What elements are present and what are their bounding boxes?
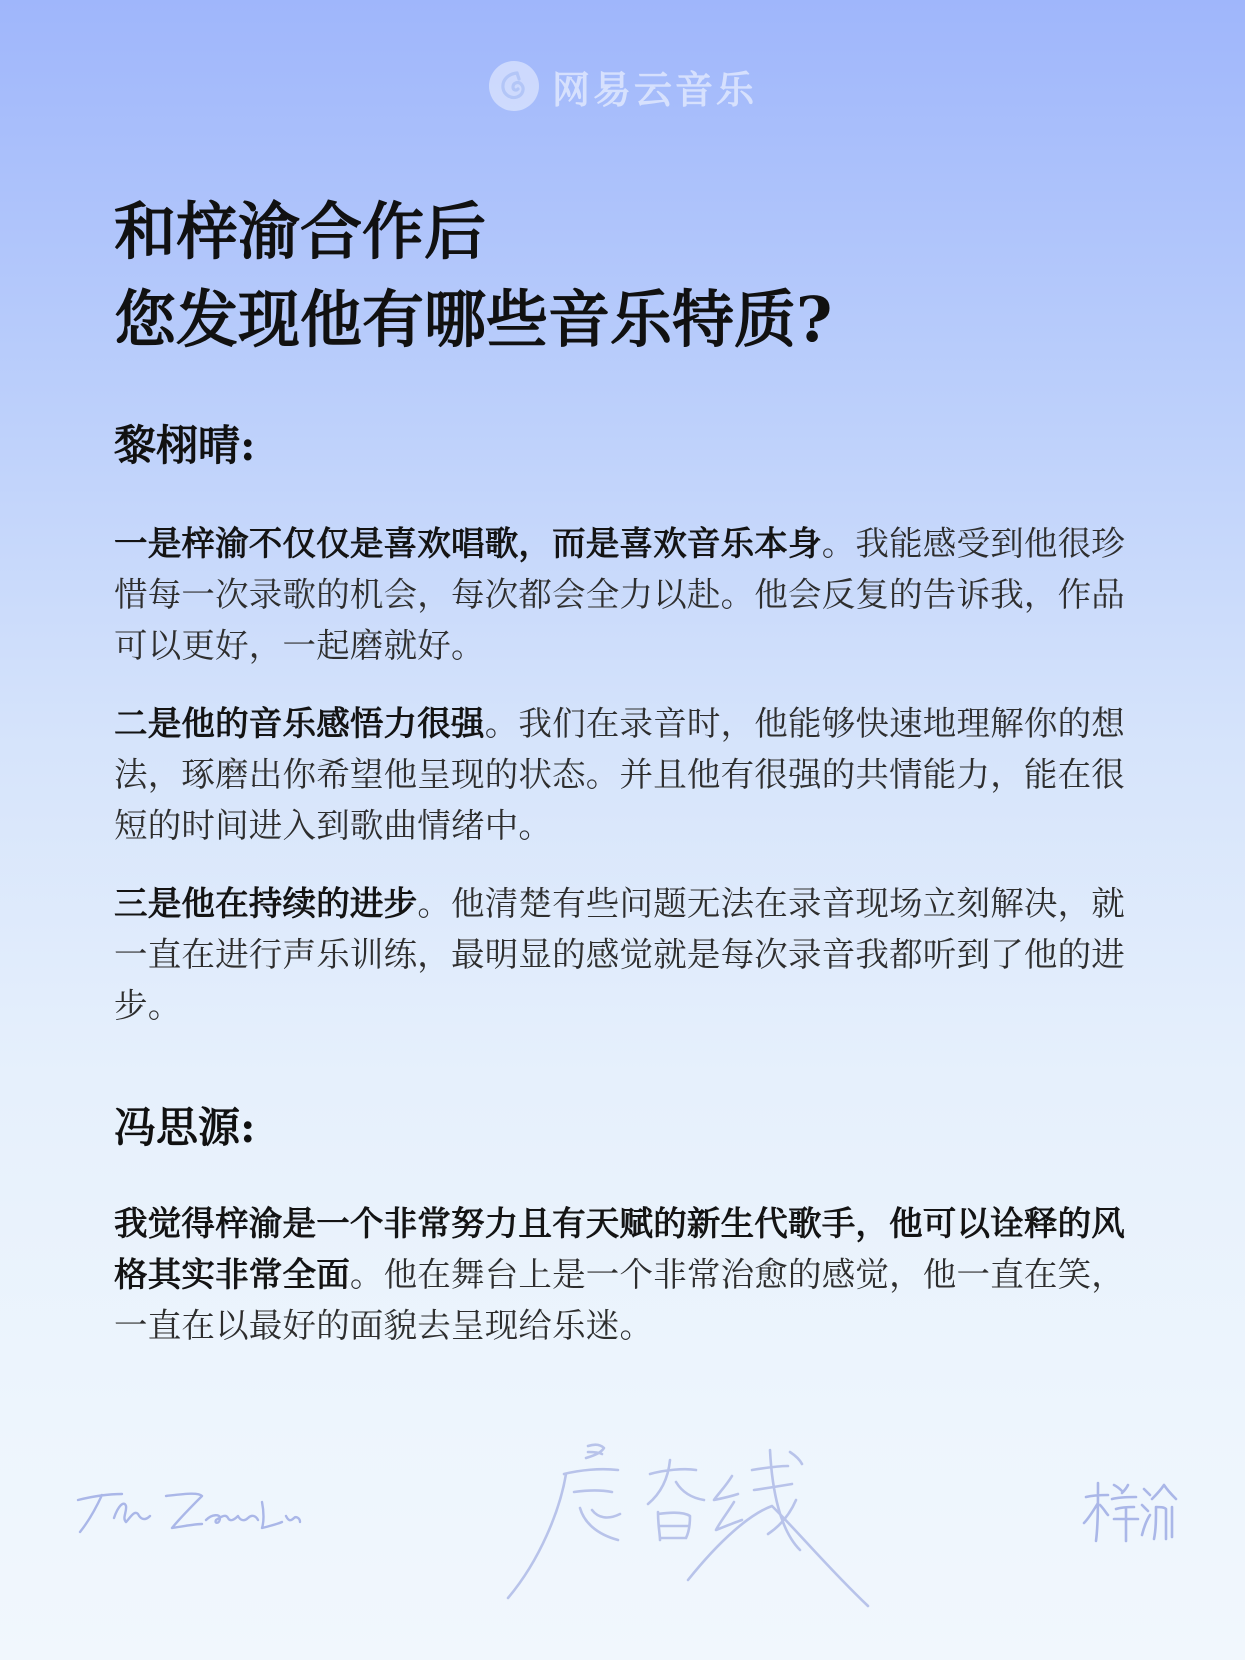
center-signature-logo	[500, 1430, 880, 1610]
answer-paragraph	[114, 878, 1144, 1031]
netease-cloud-music-icon	[488, 60, 540, 112]
answer-paragraph	[114, 518, 1144, 671]
title-line-2: 您发现他有哪些音乐特质?	[114, 283, 833, 356]
speaker-name: 黎栩晴:	[114, 421, 256, 470]
left-signature-logo	[74, 1470, 304, 1540]
paragraph-text: 。他在舞台上是一个非常治愈的感觉，他一直在笑，一直在以最好的面貌去呈现给乐迷。	[114, 1255, 1126, 1345]
right-signature-logo	[1080, 1475, 1180, 1545]
page-title	[114, 188, 1134, 364]
answer-paragraph	[114, 698, 1144, 851]
paragraph-text: 。我能感受到他很珍惜每一次录歌的机会，每次都会全力以赴。他会反复的告诉我，作品可以更好，一起磨就好。	[114, 524, 1126, 665]
paragraph-text: 。我们在录音时，他能够快速地理解你的想法，琢磨出你希望他呈现的状态。并且他有很强的共情能力，能在很短的时间进入到歌曲情绪中。	[114, 704, 1126, 845]
brand-name: 网易云音乐	[551, 67, 757, 112]
brand-watermark	[0, 58, 1245, 114]
answer-paragraph	[114, 1198, 1144, 1351]
speaker-name: 冯思源:	[114, 1103, 256, 1152]
paragraph-highlight: 三是他在持续的进步	[114, 884, 418, 923]
paragraph-highlight: 二是他的音乐感悟力很强	[114, 704, 485, 743]
paragraph-highlight: 一是梓渝不仅仅是喜欢唱歌，而是喜欢音乐本身	[114, 524, 822, 563]
paragraph-text: 。他清楚有些问题无法在录音现场立刻解决，就一直在进行声乐训练，最明显的感觉就是每次录音我都听到了他的进步。	[114, 884, 1126, 1025]
paragraph-highlight: 我觉得梓渝是一个非常努力且有天赋的新生代歌手，他可以诠释的风格其实非常全面	[114, 1204, 1125, 1294]
title-line-1: 和梓渝合作后	[114, 195, 487, 268]
